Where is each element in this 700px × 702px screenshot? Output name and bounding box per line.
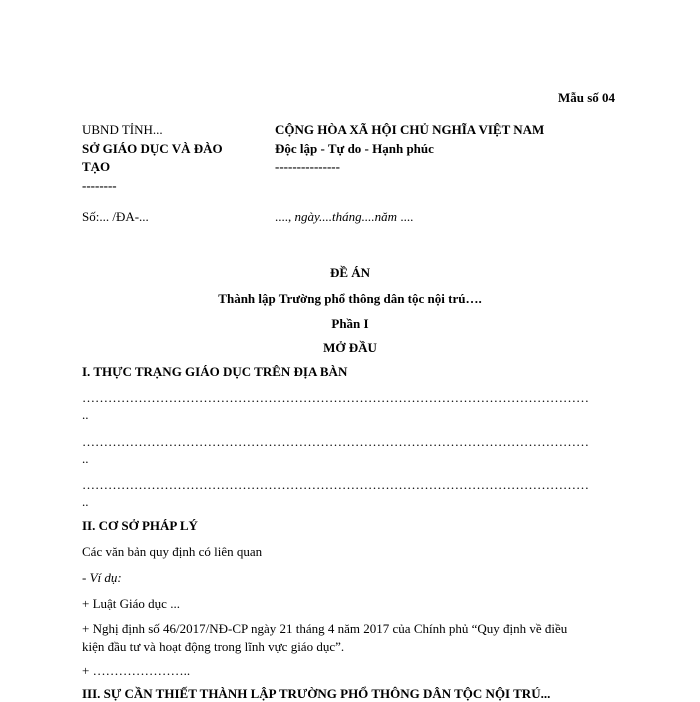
department-name-line1: SỞ GIÁO DỤC VÀ ĐÀO (82, 141, 223, 156)
example-label-line (82, 570, 122, 586)
section-2-heading: II. CƠ SỞ PHÁP LÝ (82, 518, 198, 533)
national-motto: Độc lập - Tự do - Hạnh phúc (275, 141, 434, 156)
left-header-separator: -------- (82, 178, 117, 193)
legal-item-placeholder: + ………………….. (82, 663, 191, 678)
section-3-heading: III. SỰ CẦN THIẾT THÀNH LẬP TRƯỜNG PHỔ THÔNG DÂN TỘC NỘI TRÚ... (82, 686, 551, 701)
date-line (275, 209, 413, 225)
dotted-line-2-tail: .. (82, 451, 89, 466)
national-title: CỘNG HÒA XÃ HỘI CHỦ NGHĨA VIỆT NAM (275, 122, 545, 137)
form-number: Mẫu số 04 (558, 90, 616, 105)
dotted-line-1: ……………………………………………………………………………………………………… (82, 390, 589, 405)
legal-item-law: + Luật Giáo dục ... (82, 596, 180, 611)
province-committee: UBND TỈNH... (82, 122, 163, 137)
example-dash: - (82, 570, 90, 585)
dotted-line-3-tail: .. (82, 494, 89, 509)
dotted-line-2: ……………………………………………………………………………………………………… (82, 434, 589, 449)
legal-item-decree-line2: kiện đầu tư và hoạt động trong lĩnh vực giáo dục”. (82, 639, 345, 654)
department-name-line2: TẠO (82, 159, 111, 174)
dotted-line-1-tail: .. (82, 407, 89, 422)
section-1-heading: I. THỰC TRẠNG GIÁO DỤC TRÊN ĐỊA BÀN (82, 364, 348, 379)
part-title: MỞ ĐẦU (323, 340, 377, 355)
date-prefix: ...., (275, 209, 292, 224)
legal-docs-intro: Các văn bản quy định có liên quan (82, 544, 263, 559)
date-placeholder: ngày....tháng....năm (294, 209, 398, 224)
dotted-line-3: ……………………………………………………………………………………………………… (82, 477, 589, 492)
right-header-separator: --------------- (275, 159, 340, 174)
document-type: ĐỀ ÁN (329, 265, 371, 280)
example-label: Ví dụ: (89, 570, 122, 585)
date-suffix: .... (400, 209, 414, 224)
document-number: Số:... /ĐA-... (82, 209, 149, 224)
document-title: Thành lập Trường phổ thông dân tộc nội trú…. (218, 291, 482, 306)
legal-item-decree-line1: + Nghị định số 46/2017/NĐ-CP ngày 21 tháng 4 năm 2017 của Chính phủ “Quy định về điều (82, 621, 568, 636)
part-label: Phần I (331, 316, 369, 331)
